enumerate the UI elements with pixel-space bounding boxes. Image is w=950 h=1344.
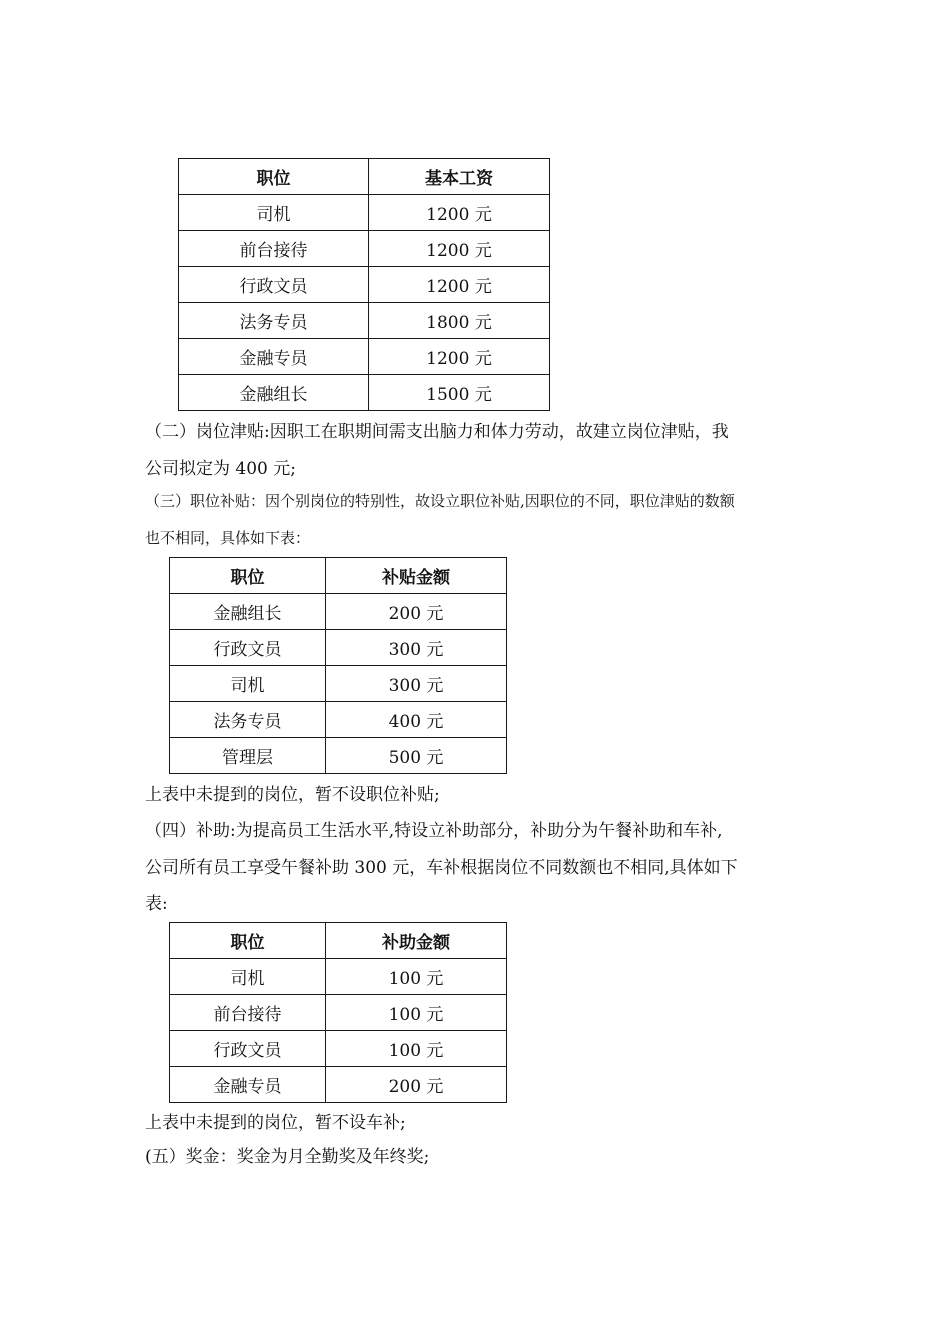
table-row: [179, 231, 550, 267]
position-cell: 行政文员: [170, 1031, 326, 1067]
base-salary-table: [178, 158, 550, 411]
position-cell: 法务专员: [170, 702, 326, 738]
column-header-aid-amount: 补助金额: [326, 923, 507, 959]
position-cell: 金融组长: [170, 594, 326, 630]
position-cell: 金融组长: [179, 375, 369, 411]
allowance-paragraph-line-2: 公司拟定为 400 元;: [145, 459, 296, 479]
amount-cell: 1200 元: [369, 231, 550, 267]
column-header-subsidy-amount: 补贴金额: [326, 558, 507, 594]
column-header-position: 职位: [170, 923, 326, 959]
allowance-paragraph-line-1: （二）岗位津贴:因职工在职期间需支出脑力和体力劳动，故建立岗位津贴，我: [145, 422, 729, 442]
position-cell: 前台接待: [170, 995, 326, 1031]
position-cell: 行政文员: [179, 267, 369, 303]
amount-cell: 1200 元: [369, 195, 550, 231]
amount-cell: 300 元: [326, 630, 507, 666]
subsidy-paragraph-line-1: （三）职位补贴：因个别岗位的特别性，故设立职位补贴,因职位的不同，职位津贴的数额: [145, 492, 735, 510]
table-row: [170, 702, 507, 738]
amount-cell: 1200 元: [369, 267, 550, 303]
table-row: [179, 267, 550, 303]
amount-cell: 200 元: [326, 594, 507, 630]
amount-cell: 100 元: [326, 995, 507, 1031]
position-cell: 前台接待: [179, 231, 369, 267]
position-cell: 法务专员: [179, 303, 369, 339]
table-row: [170, 959, 507, 995]
table-row: [170, 1031, 507, 1067]
table-row: [170, 630, 507, 666]
table-row: [170, 1067, 507, 1103]
aid-paragraph-line-1: （四）补助:为提高员工生活水平,特设立补助部分，补助分为午餐补助和车补,: [145, 821, 723, 841]
amount-cell: 200 元: [326, 1067, 507, 1103]
table-row: [179, 375, 550, 411]
column-header-position: 职位: [170, 558, 326, 594]
amount-cell: 100 元: [326, 959, 507, 995]
amount-cell: 100 元: [326, 1031, 507, 1067]
position-cell: 行政文员: [170, 630, 326, 666]
table-row: [170, 594, 507, 630]
column-header-position: 职位: [179, 159, 369, 195]
position-cell: 司机: [170, 959, 326, 995]
amount-cell: 1800 元: [369, 303, 550, 339]
table-header-row: [179, 159, 550, 195]
table-row: [179, 195, 550, 231]
transport-aid-table: [169, 922, 507, 1103]
position-subsidy-table: [169, 557, 507, 774]
table-row: [170, 995, 507, 1031]
amount-cell: 300 元: [326, 666, 507, 702]
position-cell: 司机: [170, 666, 326, 702]
table-row: [170, 666, 507, 702]
amount-cell: 500 元: [326, 738, 507, 774]
position-cell: 金融专员: [179, 339, 369, 375]
position-cell: 管理层: [170, 738, 326, 774]
subsidy-note: 上表中未提到的岗位，暂不设职位补贴;: [145, 785, 440, 805]
table-row: [179, 303, 550, 339]
table-row: [170, 738, 507, 774]
aid-paragraph-line-3: 表:: [145, 894, 168, 914]
column-header-base-salary: 基本工资: [369, 159, 550, 195]
table-row: [179, 339, 550, 375]
amount-cell: 400 元: [326, 702, 507, 738]
subsidy-paragraph-line-2: 也不相同，具体如下表：: [145, 529, 311, 547]
bonus-paragraph: (五）奖金：奖金为月全勤奖及年终奖;: [145, 1147, 430, 1167]
table-header-row: [170, 558, 507, 594]
position-cell: 金融专员: [170, 1067, 326, 1103]
transport-aid-note: 上表中未提到的岗位，暂不设车补;: [145, 1113, 406, 1133]
table-header-row: [170, 923, 507, 959]
amount-cell: 1200 元: [369, 339, 550, 375]
position-cell: 司机: [179, 195, 369, 231]
amount-cell: 1500 元: [369, 375, 550, 411]
aid-paragraph-line-2: 公司所有员工享受午餐补助 300 元，车补根据岗位不同数额也不相同,具体如下: [145, 858, 738, 878]
